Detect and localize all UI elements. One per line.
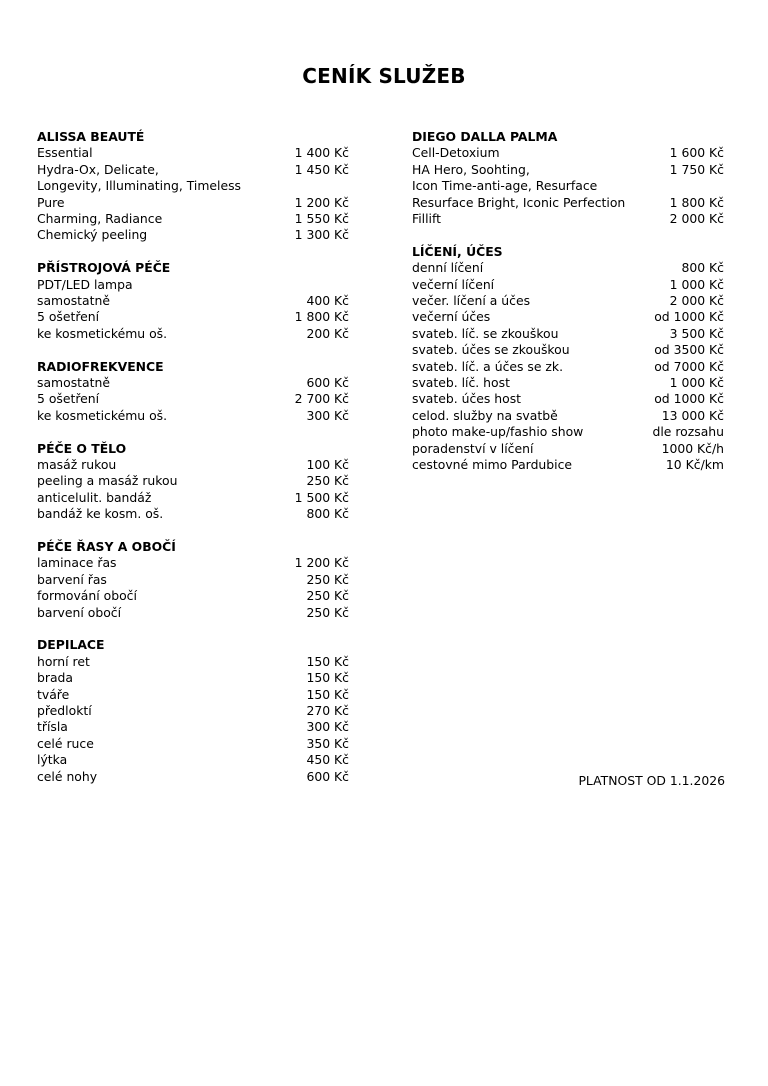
section-heading: PÉČE ŘASY A OBOČÍ [37,539,176,555]
price-row [412,211,725,227]
service-name: bandáž ke kosm. oš. [37,506,164,522]
service-price: 1 450 Kč [294,161,349,177]
service-name: Chemický peeling [37,227,148,243]
price-row [37,490,350,506]
service-price: 1 300 Kč [294,227,349,243]
service-name: Essential [37,145,93,161]
service-name: photo make-up/fashio show [412,424,584,440]
price-row [37,457,350,473]
left-column [37,129,350,785]
service-price: 1 200 Kč [294,555,349,571]
price-section-diego-dalla-palma [412,129,725,227]
price-row [37,326,350,342]
service-price: 200 Kč [306,325,349,341]
service-name: cestovné mimo Pardubice [412,457,573,473]
right-column [412,129,725,473]
service-price: 1 750 Kč [669,161,724,177]
service-name: večerní líčení [412,276,495,292]
service-name: formování obočí [37,588,137,604]
page-title: CENÍK SLUŽEB [302,64,466,88]
price-row [37,719,350,735]
service-price: 1 200 Kč [294,194,349,210]
price-row [412,441,725,457]
section-spacer [37,523,350,539]
price-row [37,145,350,161]
service-name: Cell-Detoxium [412,145,500,161]
service-name: svateb. účes host [412,391,522,407]
service-price: 270 Kč [306,703,349,719]
service-price: 1 400 Kč [294,145,349,161]
section-heading: PŘÍSTROJOVÁ PÉČE [37,260,171,276]
service-price: od 3500 Kč [654,342,724,358]
price-section-alissa-beaute [37,129,350,244]
service-name: lýtka [37,752,68,768]
service-name: celé ruce [37,735,94,751]
price-row [412,162,725,178]
service-price: od 7000 Kč [654,358,724,374]
service-name: Resurface Bright, Iconic Perfection [412,194,626,210]
service-price: 600 Kč [306,375,349,391]
price-row [37,375,350,391]
service-price: 1 800 Kč [669,194,724,210]
price-row [412,359,725,375]
service-name: Longevity, Illuminating, Timeless [37,178,241,194]
price-section-pece-o-telo [37,441,350,523]
service-name: anticelulit. bandáž [37,489,152,505]
service-price: 1 600 Kč [669,145,724,161]
price-row [37,703,350,719]
price-section-liceni-uces [412,244,725,474]
price-row [412,309,725,325]
service-name: ke kosmetickému oš. [37,325,168,341]
price-row [412,391,725,407]
price-section-radiofrekvence [37,359,350,425]
price-row [37,195,350,211]
price-row [37,227,350,243]
service-name: svateb. líč. a účes se zk. [412,358,564,374]
price-row [37,670,350,686]
service-price: 800 Kč [306,506,349,522]
price-row [37,752,350,768]
service-price: 10 Kč/km [665,457,724,473]
service-name: barvení řas [37,571,107,587]
service-price: 150 Kč [306,670,349,686]
service-name: Fillift [412,211,441,227]
service-price: 2 000 Kč [669,211,724,227]
service-name: masáž rukou [37,457,117,473]
service-name: svateb. účes se zkouškou [412,342,570,358]
service-name: Pure [37,194,65,210]
service-name: Charming, Radiance [37,211,163,227]
service-name: večerní účes [412,309,491,325]
service-price: 1000 Kč/h [661,440,724,456]
price-row [412,342,725,358]
service-name: peeling a masáž rukou [37,473,178,489]
service-price: 150 Kč [306,686,349,702]
service-price: 3 500 Kč [669,325,724,341]
price-row [37,473,350,489]
service-name: laminace řas [37,555,117,571]
service-name: brada [37,670,74,686]
service-price: 600 Kč [306,768,349,784]
price-row [37,572,350,588]
service-price: od 1000 Kč [654,309,724,325]
service-price: 250 Kč [306,588,349,604]
service-price: od 1000 Kč [654,391,724,407]
price-row [412,178,725,194]
price-row [37,391,350,407]
service-price: 150 Kč [306,653,349,669]
service-name: samostatně [37,293,110,309]
service-name: celé nohy [37,768,98,784]
service-price: 300 Kč [306,407,349,423]
price-row [412,195,725,211]
price-row [37,506,350,522]
service-name: 5 ošetření [37,391,100,407]
service-price: 13 000 Kč [661,407,724,423]
price-row [412,375,725,391]
price-row [37,769,350,785]
price-row [37,309,350,325]
price-row [37,555,350,571]
price-section-depilace [37,637,350,785]
service-price: 1 000 Kč [669,375,724,391]
service-price: 800 Kč [681,260,724,276]
service-price: 450 Kč [306,752,349,768]
service-price: 250 Kč [306,473,349,489]
section-heading: RADIOFREKVENCE [37,358,164,374]
price-row [37,178,350,194]
service-price: 250 Kč [306,604,349,620]
price-row [37,408,350,424]
service-price: dle rozsahu [652,424,724,440]
price-row [412,260,725,276]
price-row [412,277,725,293]
service-name: předloktí [37,703,92,719]
price-section-pece-rasy-a-oboci [37,539,350,621]
price-row [412,145,725,161]
section-heading: ALISSA BEAUTÉ [37,129,145,144]
service-price: 1 800 Kč [294,309,349,325]
price-row [37,211,350,227]
service-price: 100 Kč [306,457,349,473]
service-name: horní ret [37,653,90,669]
service-name: PDT/LED lampa [37,276,133,292]
price-row [37,588,350,604]
price-row [37,654,350,670]
validity-note: PLATNOST OD 1.1.2026 [578,773,725,788]
section-heading: DEPILACE [37,637,105,653]
service-name: denní líčení [412,260,484,276]
section-heading: DIEGO DALLA PALMA [412,129,558,144]
section-spacer [412,227,725,243]
service-name: svateb. líč. se zkouškou [412,325,559,341]
price-row [412,424,725,440]
service-name: samostatně [37,375,110,391]
price-row [37,605,350,621]
price-row [37,736,350,752]
section-spacer [37,621,350,637]
service-price: 400 Kč [306,293,349,309]
service-name: HA Hero, Soohting, [412,161,530,177]
service-price: 1 500 Kč [294,489,349,505]
service-name: celod. služby na svatbě [412,407,558,423]
service-price: 350 Kč [306,735,349,751]
service-price: 250 Kč [306,571,349,587]
service-name: večer. líčení a účes [412,293,531,309]
price-section-pristrojova-pece [37,260,350,342]
price-row [37,293,350,309]
section-spacer [37,244,350,260]
section-heading: PÉČE O TĚLO [37,440,127,456]
service-price: 1 550 Kč [294,211,349,227]
section-heading: LÍČENÍ, ÚČES [412,243,503,259]
service-name: tváře [37,686,70,702]
price-row [37,687,350,703]
service-name: Icon Time-anti-age, Resurface [412,178,598,194]
service-name: třísla [37,719,68,735]
price-row [412,326,725,342]
service-name: barvení obočí [37,604,122,620]
service-price: 2 700 Kč [294,391,349,407]
service-price: 1 000 Kč [669,276,724,292]
price-row [412,408,725,424]
service-price: 2 000 Kč [669,293,724,309]
service-name: svateb. líč. host [412,375,510,391]
price-row [37,162,350,178]
section-spacer [37,424,350,440]
service-price: 300 Kč [306,719,349,735]
service-name: Hydra-Ox, Delicate, [37,161,159,177]
service-name: poradenství v líčení [412,440,534,456]
price-row [37,277,350,293]
service-name: 5 ošetření [37,309,100,325]
price-row [412,457,725,473]
price-row [412,293,725,309]
section-spacer [37,342,350,358]
service-name: ke kosmetickému oš. [37,407,168,423]
